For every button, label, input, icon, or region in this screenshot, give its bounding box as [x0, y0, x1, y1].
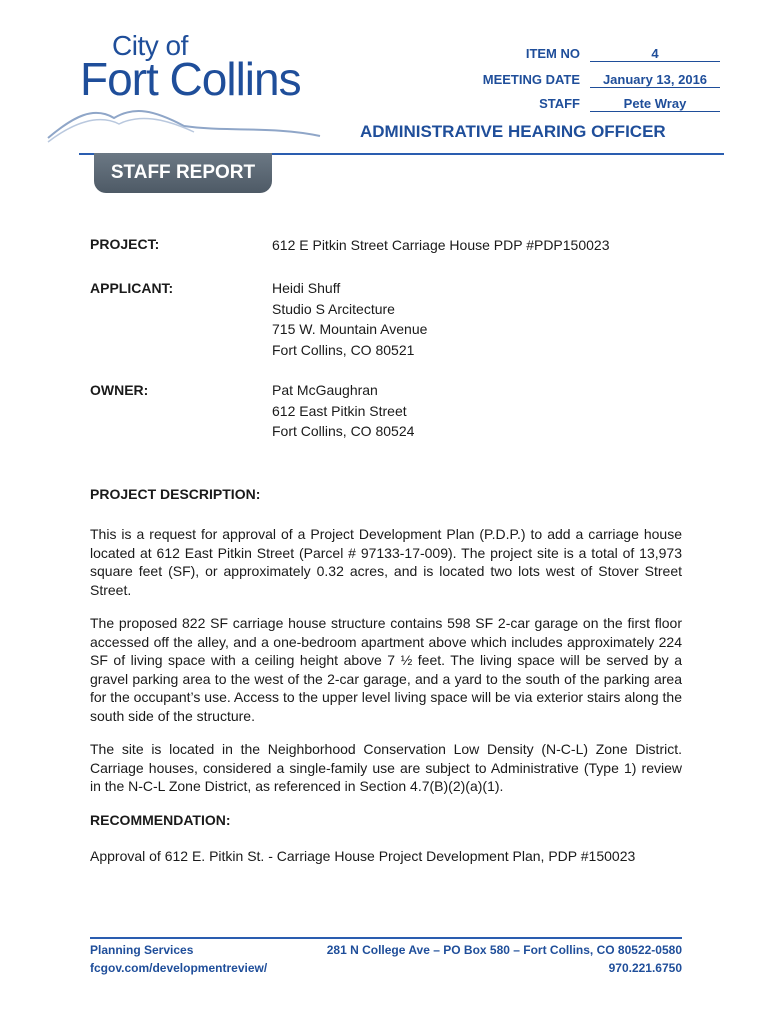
footer-divider	[90, 937, 682, 939]
owner-value	[272, 380, 414, 442]
item-no-label: ITEM NO	[525, 46, 580, 61]
owner-line: Pat McGaughran	[272, 382, 378, 398]
city-logo	[44, 28, 334, 128]
staff-report-badge: STAFF REPORT	[94, 153, 272, 193]
item-no-value: 4	[590, 46, 720, 62]
applicant-line: Studio S Arcitecture	[272, 300, 395, 317]
owner-line: 612 East Pitkin Street	[272, 402, 407, 419]
footer-url-link[interactable]: fcgov.com/developmentreview/	[90, 961, 268, 975]
mountain-icon	[44, 76, 324, 146]
logo-fort-collins: Fort Collins	[80, 53, 301, 105]
owner-label: OWNER:	[90, 382, 149, 398]
logo-city-of: City of	[112, 30, 188, 61]
applicant-line: Heidi Shuff	[272, 280, 341, 296]
applicant-label: APPLICANT:	[90, 280, 174, 296]
project-value: 612 E Pitkin Street Carriage House PDP #PDP150023	[272, 237, 610, 253]
meeting-date-label: MEETING DATE	[482, 72, 580, 87]
staff-value: Pete Wray	[590, 96, 720, 112]
description-paragraph-1: This is a request for approval of a Project Development Plan (P.D.P.) to add a carriage house located at 612 East Pitkin Street (Parcel # 97133-17-009). The project site is a total of 13,973 square feet (SF), or approximately 0.32 acres, and is located two lots west of Stover Street Street.	[90, 526, 682, 598]
staff-label: STAFF	[539, 96, 580, 111]
recommendation-title: RECOMMENDATION:	[90, 812, 231, 828]
description-paragraph-2: The proposed 822 SF carriage house structure contains 598 SF 2-car garage on the first floor accessed off the alley, and a one-bedroom apartment above which includes approximately 224 SF of living space with a ceiling height above 7 ½ feet. The living space will be served by a gravel parking area to the west of the 2-car garage, and a yard to the south of the parking area for the occupant’s use. Access to the upper level living space will be via exterior stairs along the south side of the structure.	[90, 615, 682, 724]
recommendation-text: Approval of 612 E. Pitkin St. - Carriage House Project Development Plan, PDP #150023	[90, 848, 636, 864]
page-title: ADMINISTRATIVE HEARING OFFICER	[360, 122, 666, 141]
applicant-line: 715 W. Mountain Avenue	[272, 321, 428, 337]
applicant-value	[272, 278, 427, 360]
project-label: PROJECT:	[90, 236, 160, 252]
applicant-line: Fort Collins, CO 80521	[272, 341, 415, 358]
footer-address: 281 N College Ave – PO Box 580 – Fort Collins, CO 80522-0580	[326, 943, 682, 957]
meeting-date-value: January 13, 2016	[590, 72, 720, 88]
footer-dept: Planning Services	[90, 943, 194, 957]
project-description-title: PROJECT DESCRIPTION:	[90, 486, 261, 502]
owner-line: Fort Collins, CO 80524	[272, 423, 415, 439]
description-paragraph-3: The site is located in the Neighborhood Conservation Low Density (N-C-L) Zone District. Carriage houses, considered a single-family use are subject to Administrative (Type 1) review in the N-C-L Zone District, as referenced in Section 4.7(B)(2)(a)(1).	[90, 741, 682, 794]
footer-phone: 970.221.6750	[608, 961, 682, 975]
